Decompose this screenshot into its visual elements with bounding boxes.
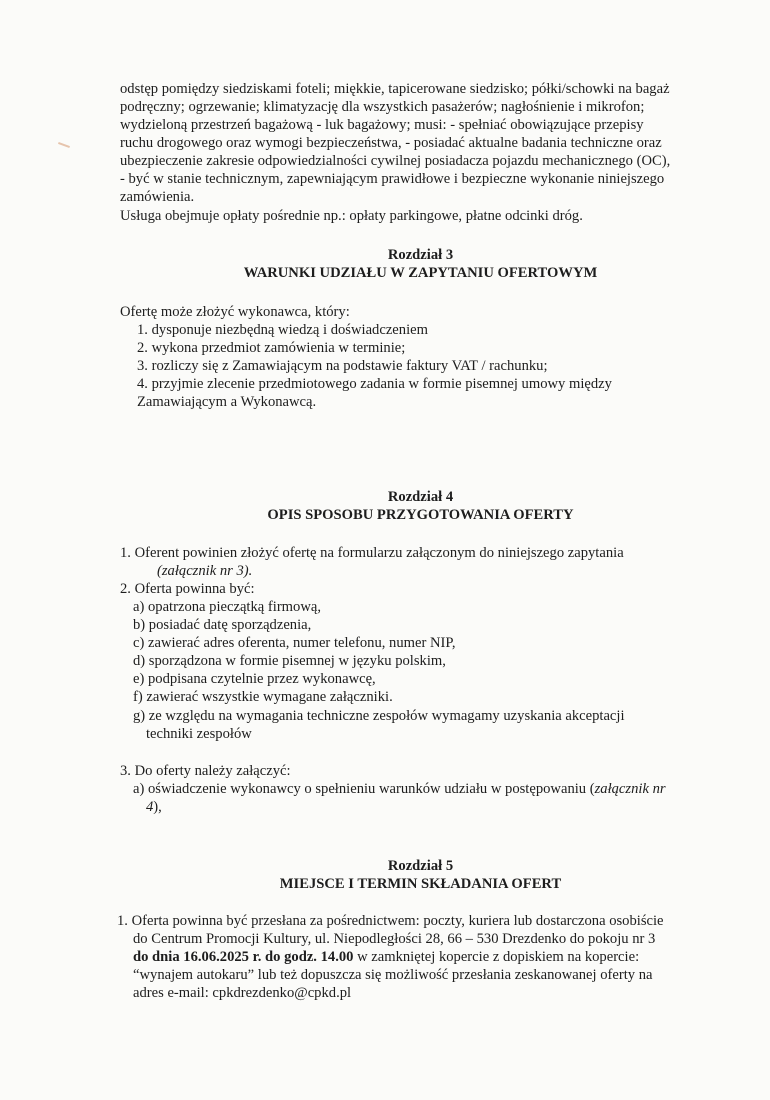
section-3-item-4: 4. przyjmie zlecenie przedmiotowego zadania w formie pisemnej umowy między: [137, 376, 612, 392]
section-4-sub-c: c) zawierać adres oferenta, numer telefonu, numer NIP,: [133, 635, 456, 651]
scan-mark: [58, 142, 70, 148]
deadline-rest: w zamkniętej kopercie z dopiskiem na kopercie:: [353, 949, 640, 965]
section-4-item-3-sub-a: [133, 780, 723, 798]
section-3-item-1: 1. dysponuje niezbędną wiedzą i doświadczeniem: [137, 322, 428, 338]
section-4-sub-e: e) podpisana czytelnie przez wykonawcę,: [133, 671, 376, 687]
section-4-sub-g-cont: techniki zespołów: [146, 726, 252, 742]
section-3-number: Rozdział 3: [387, 247, 454, 263]
intro-line-7: zamówienia.: [120, 189, 195, 205]
section-5-heading: [118, 857, 723, 893]
deadline-bold: do dnia 16.06.2025 r. do godz. 14.00: [133, 949, 354, 965]
intro-line-8: Usługa obejmuje opłaty pośrednie np.: opłaty parkingowe, płatne odcinki dróg.: [120, 208, 583, 224]
section-4-item-3-sub-a-text: a) oświadczenie wykonawcy o spełnieniu warunków udziału w postępowaniu (: [133, 781, 595, 797]
section-5-item-1-line-4: “wynajem autokaru” lub też dopuszcza się możliwość przesłania zeskanowanej oferty na: [133, 967, 653, 983]
section-4-item-2: 2. Oferta powinna być:: [120, 581, 255, 597]
section-5-item-1-line-3: [133, 948, 639, 966]
section-4-sub-g: g) ze względu na wymagania techniczne zespołów wymagamy uzyskania akceptacji: [133, 708, 625, 724]
section-4-item-3-sub-a-cont: [146, 798, 162, 816]
section-5-item-1-line-5: adres e-mail: cpkdrezdenko@cpkd.pl: [133, 985, 352, 1001]
section-3-heading: [118, 246, 723, 282]
section-5-item-1-line-2: do Centrum Promocji Kultury, ul. Niepodległości 28, 66 – 530 Drezdenko do pokoju nr 3: [133, 931, 656, 947]
section-4-title: OPIS SPOSOBU PRZYGOTOWANIA OFERTY: [267, 507, 574, 523]
section-4-sub-d: d) sporządzona w formie pisemnej w języku polskim,: [133, 653, 446, 669]
intro-line-3: wydzieloną przestrzeń bagażową - luk bagażowy; musi: - spełniać obowiązujące przepisy: [120, 117, 644, 133]
section-4-item-3: 3. Do oferty należy załączyć:: [120, 763, 291, 779]
section-4-item-3-sub-a-ref-num: 4: [146, 799, 154, 815]
section-4-item-1-ref: (załącznik nr 3).: [157, 563, 253, 579]
section-4-item-3-sub-a-end: ),: [153, 799, 162, 815]
intro-line-1: odstęp pomiędzy siedziskami foteli; miękkie, tapicerowane siedzisko; półki/schowki na bagaż: [120, 81, 670, 97]
intro-line-5: ubezpieczenie zakresie odpowiedzialności cywilnej posiadacza pojazdu mechanicznego (OC),: [120, 153, 671, 169]
section-3-lead: Ofertę może złożyć wykonawca, który:: [120, 304, 350, 320]
intro-line-2: podręczny; ogrzewanie; klimatyzację dla wszystkich pasażerów; nagłośnienie i mikrofon;: [120, 99, 645, 115]
section-5-title: MIEJSCE I TERMIN SKŁADANIA OFERT: [279, 876, 562, 892]
section-4-heading: [118, 488, 723, 524]
section-4-item-1: 1. Oferent powinien złożyć ofertę na formularzu załączonym do niniejszego zapytania: [120, 545, 624, 561]
section-4-sub-b: b) posiadać datę sporządzenia,: [133, 617, 312, 633]
section-3-item-4-cont: Zamawiającym a Wykonawcą.: [137, 394, 317, 410]
intro-line-6: - być w stanie technicznym, zapewniającym prawidłowe i bezpieczne wykonanie niniejszego: [120, 171, 665, 187]
section-5-item-1-line-1: 1. Oferta powinna być przesłana za pośrednictwem: poczty, kuriera lub dostarczona osobiście: [117, 913, 664, 929]
section-3-title: WARUNKI UDZIAŁU W ZAPYTANIU OFERTOWYM: [243, 265, 598, 281]
section-4-item-3-sub-a-ref: załącznik nr: [594, 781, 666, 797]
section-3-item-3: 3. rozliczy się z Zamawiającym na podstawie faktury VAT / rachunku;: [137, 358, 548, 374]
section-4-number: Rozdział 4: [387, 489, 454, 505]
section-5-number: Rozdział 5: [387, 858, 454, 874]
section-3-item-2: 2. wykona przedmiot zamówienia w terminie;: [137, 340, 406, 356]
section-4-sub-a: a) opatrzona pieczątką firmową,: [133, 599, 321, 615]
section-4-sub-f: f) zawierać wszystkie wymagane załączniki.: [133, 689, 393, 705]
intro-line-4: ruchu drogowego oraz wymogi bezpieczeństwa, - posiadać aktualne badania techniczne oraz: [120, 135, 662, 151]
